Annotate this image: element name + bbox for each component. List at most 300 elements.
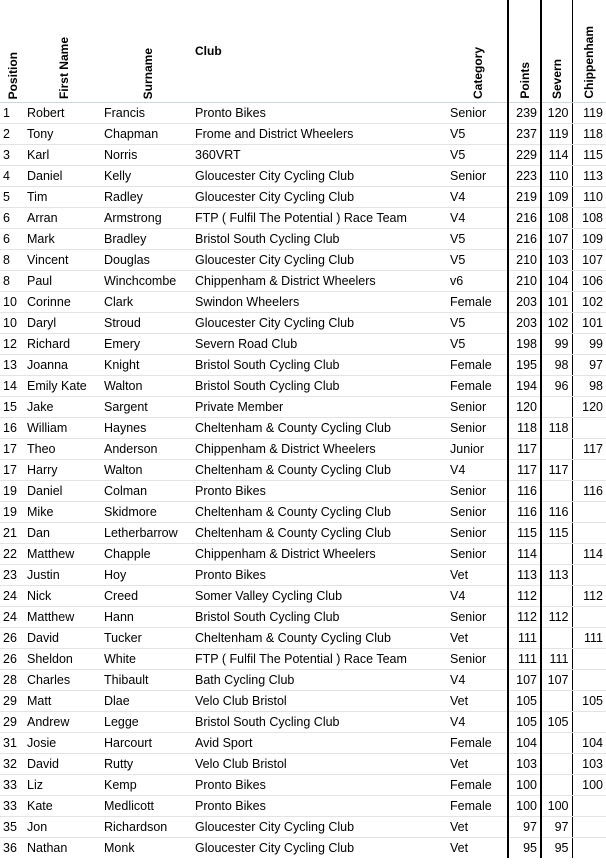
- cell-points: 100: [508, 775, 541, 796]
- cell-first-name: Jon: [25, 817, 102, 838]
- cell-category: Senior: [449, 166, 508, 187]
- cell-severn: 114: [541, 145, 572, 166]
- cell-severn: 115: [541, 523, 572, 544]
- cell-position: 17: [0, 460, 25, 481]
- cell-severn: 119: [541, 124, 572, 145]
- cell-points: 97: [508, 817, 541, 838]
- table-row: [0, 292, 606, 313]
- cell-position: 29: [0, 691, 25, 712]
- cell-club: Gloucester City Cycling Club: [193, 250, 449, 271]
- cell-position: 8: [0, 250, 25, 271]
- cell-points: 105: [508, 691, 541, 712]
- cell-first-name: Matthew: [25, 544, 102, 565]
- cell-club: Velo Club Bristol: [193, 754, 449, 775]
- cell-chippenham: 97: [572, 355, 606, 376]
- table-row: [0, 775, 606, 796]
- results-body: [0, 103, 606, 859]
- cell-chippenham: 104: [572, 733, 606, 754]
- cell-first-name: Justin: [25, 565, 102, 586]
- cell-surname: Armstrong: [102, 208, 193, 229]
- cell-first-name: Kate: [25, 796, 102, 817]
- cell-severn: [541, 586, 572, 607]
- table-row: [0, 124, 606, 145]
- table-row: [0, 208, 606, 229]
- cell-category: v6: [449, 271, 508, 292]
- cell-first-name: William: [25, 418, 102, 439]
- cell-club: Private Member: [193, 397, 449, 418]
- cell-first-name: Jake: [25, 397, 102, 418]
- table-row: [0, 481, 606, 502]
- cell-category: Senior: [449, 544, 508, 565]
- cell-severn: 117: [541, 460, 572, 481]
- cell-chippenham: [572, 796, 606, 817]
- cell-first-name: Daniel: [25, 481, 102, 502]
- cell-club: Velo Club Bristol: [193, 691, 449, 712]
- cell-severn: [541, 775, 572, 796]
- cell-surname: Tucker: [102, 628, 193, 649]
- cell-first-name: Emily Kate: [25, 376, 102, 397]
- cell-position: 17: [0, 439, 25, 460]
- cell-severn: 111: [541, 649, 572, 670]
- cell-club: FTP ( Fulfil The Potential ) Race Team: [193, 649, 449, 670]
- cell-chippenham: [572, 607, 606, 628]
- cell-first-name: Tony: [25, 124, 102, 145]
- cell-severn: 107: [541, 670, 572, 691]
- cell-severn: 120: [541, 103, 572, 124]
- cell-surname: Hann: [102, 607, 193, 628]
- cell-first-name: Daryl: [25, 313, 102, 334]
- cell-points: 114: [508, 544, 541, 565]
- cell-points: 203: [508, 313, 541, 334]
- cell-club: Bristol South Cycling Club: [193, 355, 449, 376]
- cell-category: Junior: [449, 439, 508, 460]
- cell-club: Bristol South Cycling Club: [193, 712, 449, 733]
- cell-chippenham: [572, 418, 606, 439]
- cell-category: V5: [449, 250, 508, 271]
- cell-category: V5: [449, 145, 508, 166]
- cell-points: 237: [508, 124, 541, 145]
- cell-club: Bristol South Cycling Club: [193, 229, 449, 250]
- cell-surname: Letherbarrow: [102, 523, 193, 544]
- cell-chippenham: 102: [572, 292, 606, 313]
- cell-chippenham: 105: [572, 691, 606, 712]
- header-points: Points: [508, 0, 541, 103]
- cell-category: Senior: [449, 103, 508, 124]
- cell-first-name: Andrew: [25, 712, 102, 733]
- cell-position: 29: [0, 712, 25, 733]
- cell-chippenham: 103: [572, 754, 606, 775]
- cell-first-name: Karl: [25, 145, 102, 166]
- table-row: [0, 607, 606, 628]
- cell-position: 3: [0, 145, 25, 166]
- cell-first-name: Joanna: [25, 355, 102, 376]
- cell-chippenham: 101: [572, 313, 606, 334]
- cell-chippenham: 109: [572, 229, 606, 250]
- cell-position: 4: [0, 166, 25, 187]
- cell-category: Female: [449, 292, 508, 313]
- cell-first-name: Matthew: [25, 607, 102, 628]
- cell-severn: 118: [541, 418, 572, 439]
- cell-category: Vet: [449, 754, 508, 775]
- cell-chippenham: 98: [572, 376, 606, 397]
- cell-category: Female: [449, 355, 508, 376]
- cell-points: 113: [508, 565, 541, 586]
- cell-club: Chippenham & District Wheelers: [193, 544, 449, 565]
- cell-chippenham: 115: [572, 145, 606, 166]
- cell-position: 14: [0, 376, 25, 397]
- cell-severn: [541, 439, 572, 460]
- cell-club: Pronto Bikes: [193, 775, 449, 796]
- cell-surname: Haynes: [102, 418, 193, 439]
- cell-severn: 104: [541, 271, 572, 292]
- cell-position: 1: [0, 103, 25, 124]
- cell-chippenham: [572, 712, 606, 733]
- cell-category: Female: [449, 775, 508, 796]
- cell-category: V4: [449, 460, 508, 481]
- cell-club: Bristol South Cycling Club: [193, 607, 449, 628]
- cell-category: V5: [449, 229, 508, 250]
- cell-surname: Dlae: [102, 691, 193, 712]
- cell-severn: 107: [541, 229, 572, 250]
- cell-first-name: Corinne: [25, 292, 102, 313]
- cell-severn: 96: [541, 376, 572, 397]
- table-row: [0, 670, 606, 691]
- cell-points: 111: [508, 628, 541, 649]
- cell-position: 33: [0, 775, 25, 796]
- cell-surname: Thibault: [102, 670, 193, 691]
- cell-chippenham: 119: [572, 103, 606, 124]
- cell-first-name: Richard: [25, 334, 102, 355]
- cell-position: 26: [0, 628, 25, 649]
- cell-severn: 95: [541, 838, 572, 859]
- cell-category: Vet: [449, 691, 508, 712]
- cell-first-name: Nathan: [27, 841, 68, 855]
- cell-first-name: Mark: [25, 229, 102, 250]
- header-chippenham: Chippenham: [572, 0, 606, 103]
- cell-surname: Norris: [102, 145, 193, 166]
- cell-position: 12: [0, 334, 25, 355]
- cell-first-name: Charles: [25, 670, 102, 691]
- cell-position: 35: [0, 817, 25, 838]
- cell-surname: Knight: [102, 355, 193, 376]
- table-row: [0, 502, 606, 523]
- cell-points: 210: [508, 250, 541, 271]
- cell-position: 19: [0, 502, 25, 523]
- cell-points: 198: [508, 334, 541, 355]
- table-row: [0, 145, 606, 166]
- cell-category: Female: [449, 376, 508, 397]
- cell-points: 111: [508, 649, 541, 670]
- cell-club: Chippenham & District Wheelers: [193, 439, 449, 460]
- cell-club: Somer Valley Cycling Club: [193, 586, 449, 607]
- cell-first-name: Daniel: [25, 166, 102, 187]
- cell-club: Gloucester City Cycling Club: [193, 166, 449, 187]
- cell-position: 31: [0, 733, 25, 754]
- cell-points: 216: [508, 229, 541, 250]
- cell-club: Gloucester City Cycling Club: [193, 187, 449, 208]
- cell-category: Senior: [449, 481, 508, 502]
- table-row: [0, 355, 606, 376]
- cell-surname: Kelly: [102, 166, 193, 187]
- cell-points: 116: [508, 481, 541, 502]
- cell-chippenham: [572, 670, 606, 691]
- cell-club: Cheltenham & County Cycling Club: [193, 523, 449, 544]
- cell-surname: Skidmore: [102, 502, 193, 523]
- table-row: [0, 103, 606, 124]
- cell-points: 100: [508, 796, 541, 817]
- cell-club: Bristol South Cycling Club: [193, 376, 449, 397]
- cell-category: Senior: [449, 523, 508, 544]
- cell-club: Pronto Bikes: [193, 481, 449, 502]
- cell-surname: Hoy: [102, 565, 193, 586]
- cell-first-name: Tim: [25, 187, 102, 208]
- header-position: Position: [0, 0, 25, 103]
- cell-position: 24: [0, 586, 25, 607]
- cell-first-name: Paul: [25, 271, 102, 292]
- cell-chippenham: [572, 649, 606, 670]
- cell-severn: 98: [541, 355, 572, 376]
- cell-points: 210: [508, 271, 541, 292]
- cell-club: Cheltenham & County Cycling Club: [193, 502, 449, 523]
- cell-position: 10: [0, 292, 25, 313]
- cell-club: Severn Road Club: [193, 334, 449, 355]
- cell-surname: Rutty: [102, 754, 193, 775]
- cell-position: 13: [0, 355, 25, 376]
- cell-surname: Chapman: [102, 124, 193, 145]
- table-row: [0, 376, 606, 397]
- cell-severn: [541, 628, 572, 649]
- cell-club: Pronto Bikes: [193, 103, 449, 124]
- cell-chippenham: 107: [572, 250, 606, 271]
- table-row: [0, 712, 606, 733]
- cell-category: V5: [449, 124, 508, 145]
- cell-points: 203: [508, 292, 541, 313]
- cell-points: 105: [508, 712, 541, 733]
- cell-chippenham: 110: [572, 187, 606, 208]
- table-row: [0, 796, 606, 817]
- cell-category: Female: [449, 796, 508, 817]
- cell-club: Chippenham & District Wheelers: [193, 271, 449, 292]
- cell-first-name: Josie: [25, 733, 102, 754]
- cell-surname: Stroud: [102, 313, 193, 334]
- cell-points: 195: [508, 355, 541, 376]
- cell-category: Vet: [449, 817, 508, 838]
- cell-position: 22: [0, 544, 25, 565]
- cell-points: 216: [508, 208, 541, 229]
- cell-position: 33: [0, 796, 25, 817]
- table-row: [0, 733, 606, 754]
- cell-severn: 101: [541, 292, 572, 313]
- cell-club: Cheltenham & County Cycling Club: [193, 628, 449, 649]
- cell-club: Gloucester City Cycling Club: [195, 841, 355, 855]
- cell-chippenham: 111: [572, 628, 606, 649]
- table-row: [0, 691, 606, 712]
- cell-surname: Colman: [102, 481, 193, 502]
- cell-points: 194: [508, 376, 541, 397]
- cell-chippenham: 100: [572, 775, 606, 796]
- cell-first-name: Nick: [25, 586, 102, 607]
- table-row: [0, 817, 606, 838]
- cell-position: 5: [0, 187, 25, 208]
- cell-chippenham: 117: [572, 439, 606, 460]
- cell-points: 117: [508, 460, 541, 481]
- cell-surname: Harcourt: [102, 733, 193, 754]
- cell-club: Pronto Bikes: [193, 796, 449, 817]
- cell-severn: [541, 544, 572, 565]
- cell-chippenham: [572, 460, 606, 481]
- cell-surname: Douglas: [102, 250, 193, 271]
- cell-category: Vet: [449, 628, 508, 649]
- cell-points: 104: [508, 733, 541, 754]
- cell-category: V5: [449, 334, 508, 355]
- cell-position: 19: [0, 481, 25, 502]
- cell-chippenham: 113: [572, 166, 606, 187]
- cell-club: Swindon Wheelers: [193, 292, 449, 313]
- cell-club: Cheltenham & County Cycling Club: [193, 418, 449, 439]
- cell-chippenham: 106: [572, 271, 606, 292]
- cell-category: Senior: [449, 418, 508, 439]
- cell-surname: Winchcombe: [102, 271, 193, 292]
- cell-first-name: Dan: [25, 523, 102, 544]
- cell-chippenham: [572, 838, 606, 859]
- cell-first-name: Theo: [25, 439, 102, 460]
- table-row: [0, 418, 606, 439]
- cell-surname: Walton: [102, 376, 193, 397]
- table-row: [0, 628, 606, 649]
- cell-surname: Medlicott: [102, 796, 193, 817]
- cell-club: Gloucester City Cycling Club: [193, 313, 449, 334]
- cell-severn: [541, 481, 572, 502]
- cell-first-name: Vincent: [25, 250, 102, 271]
- cell-surname: Francis: [102, 103, 193, 124]
- table-row: [0, 523, 606, 544]
- cell-category: V4: [449, 208, 508, 229]
- cell-first-name: Robert: [25, 103, 102, 124]
- cell-category: Senior: [449, 607, 508, 628]
- table-row: [0, 754, 606, 775]
- cell-category: Senior: [449, 502, 508, 523]
- table-row: [0, 649, 606, 670]
- cell-surname: Bradley: [102, 229, 193, 250]
- cell-position: 6: [0, 229, 25, 250]
- cell-surname: Walton: [102, 460, 193, 481]
- cell-club: Cheltenham & County Cycling Club: [193, 460, 449, 481]
- cell-points: 95: [508, 838, 541, 859]
- cell-surname: Legge: [102, 712, 193, 733]
- cell-chippenham: [572, 502, 606, 523]
- cell-surname: Anderson: [102, 439, 193, 460]
- cell-points: 118: [508, 418, 541, 439]
- cell-position: 15: [0, 397, 25, 418]
- cell-category: Senior: [449, 649, 508, 670]
- table-row: [0, 397, 606, 418]
- cell-category: V4: [449, 712, 508, 733]
- cell-category: V4: [449, 187, 508, 208]
- cell-severn: 110: [541, 166, 572, 187]
- cell-club: Bath Cycling Club: [193, 670, 449, 691]
- cell-points: 112: [508, 607, 541, 628]
- cell-points: 239: [508, 103, 541, 124]
- table-row: [0, 334, 606, 355]
- cell-points: 117: [508, 439, 541, 460]
- table-row: [0, 439, 606, 460]
- cell-surname: Kemp: [102, 775, 193, 796]
- cell-points: 120: [508, 397, 541, 418]
- cell-surname: Richardson: [102, 817, 193, 838]
- cell-first-name: Matt: [25, 691, 102, 712]
- cell-severn: 109: [541, 187, 572, 208]
- cell-club: Frome and District Wheelers: [193, 124, 449, 145]
- cell-position: 8: [0, 271, 25, 292]
- cell-first-name: Liz: [25, 775, 102, 796]
- header-row: [0, 0, 606, 103]
- cell-severn: 103: [541, 250, 572, 271]
- cell-severn: [541, 691, 572, 712]
- cell-first-name: Arran: [25, 208, 102, 229]
- cell-club: Avid Sport: [193, 733, 449, 754]
- cell-first-name: Sheldon: [25, 649, 102, 670]
- cell-points: 115: [508, 523, 541, 544]
- cell-category: V4: [449, 586, 508, 607]
- cell-position: 10: [0, 313, 25, 334]
- cell-chippenham: 118: [572, 124, 606, 145]
- cell-category: V5: [449, 313, 508, 334]
- cell-surname: Emery: [102, 334, 193, 355]
- header-category: Category: [449, 0, 508, 103]
- cell-first-name: David: [25, 628, 102, 649]
- cell-chippenham: [572, 565, 606, 586]
- cell-surname: Radley: [102, 187, 193, 208]
- cell-club: 360VRT: [193, 145, 449, 166]
- table-row: [0, 838, 606, 859]
- table-row: [0, 313, 606, 334]
- cell-chippenham: 116: [572, 481, 606, 502]
- table-row: [0, 250, 606, 271]
- table-row: [0, 229, 606, 250]
- header-severn: Severn: [541, 0, 572, 103]
- cell-position: 32: [0, 754, 25, 775]
- cell-chippenham: 120: [572, 397, 606, 418]
- cell-points: 107: [508, 670, 541, 691]
- cell-severn: 97: [541, 817, 572, 838]
- cell-club: Pronto Bikes: [193, 565, 449, 586]
- cell-severn: 99: [541, 334, 572, 355]
- cell-chippenham: [572, 817, 606, 838]
- cell-club: FTP ( Fulfil The Potential ) Race Team: [193, 208, 449, 229]
- cell-position: 21: [0, 523, 25, 544]
- cell-position: 36: [3, 841, 17, 855]
- cell-points: 219: [508, 187, 541, 208]
- cell-first-name: David: [25, 754, 102, 775]
- header-club: Club: [193, 0, 449, 103]
- cell-position: 6: [0, 208, 25, 229]
- table-row: [0, 586, 606, 607]
- cell-first-name: Harry: [25, 460, 102, 481]
- cell-club: Gloucester City Cycling Club: [193, 817, 449, 838]
- cell-severn: 105: [541, 712, 572, 733]
- table-row: [0, 187, 606, 208]
- cell-surname: Clark: [102, 292, 193, 313]
- cell-points: 103: [508, 754, 541, 775]
- cell-severn: [541, 754, 572, 775]
- cell-position: 23: [0, 565, 25, 586]
- cell-category: Vet: [449, 565, 508, 586]
- cell-severn: 116: [541, 502, 572, 523]
- cell-severn: 108: [541, 208, 572, 229]
- cell-severn: 113: [541, 565, 572, 586]
- cell-position: 16: [0, 418, 25, 439]
- cell-chippenham: [572, 523, 606, 544]
